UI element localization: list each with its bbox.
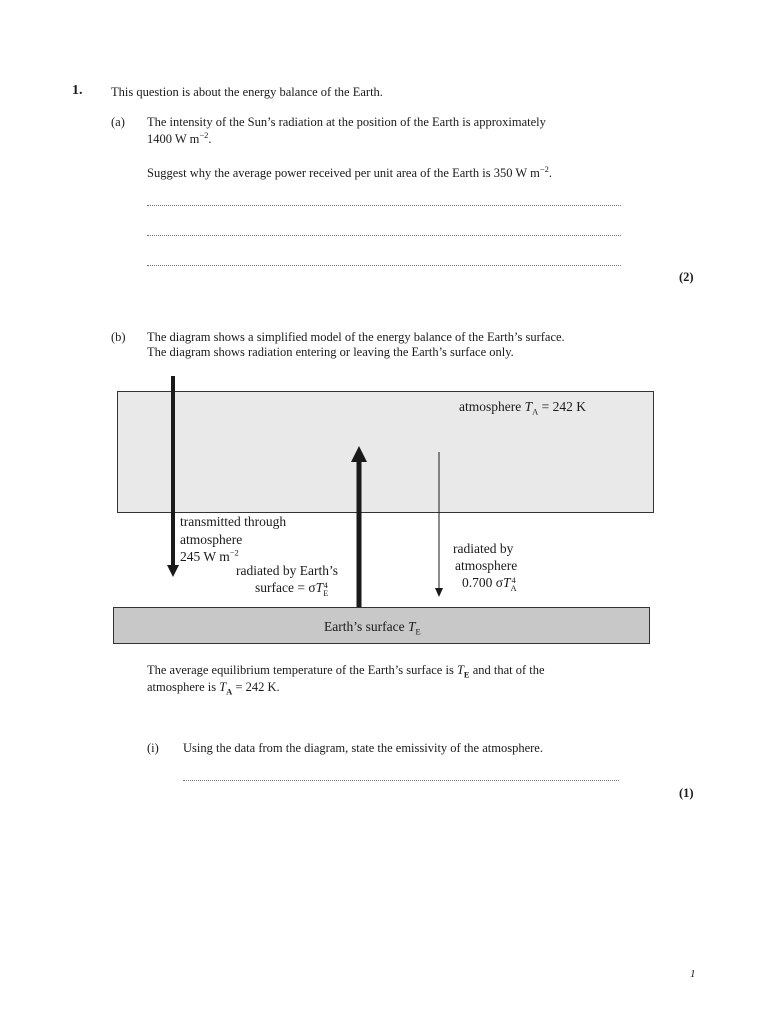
transmitted-arrowhead <box>167 565 179 577</box>
part-b-label: (b) <box>111 330 126 344</box>
transmitted-label-2: atmosphere <box>180 532 243 547</box>
part-a-line1: The intensity of the Sun’s radiation at the position of the Earth is approximately <box>147 115 546 129</box>
radiated-atm-label-1: radiated by <box>453 541 514 556</box>
atmosphere-label: atmosphere $T_A = 242$ K <box>459 399 587 417</box>
part-b-i-marks: (1) <box>679 786 694 800</box>
answer-line-a-3[interactable] <box>147 265 621 266</box>
energy-balance-diagram <box>117 376 657 646</box>
answer-line-b-i[interactable] <box>183 780 619 781</box>
part-a-label: (a) <box>111 115 125 129</box>
part-b-line1: The diagram shows a simplified model of the energy balance of the Earth’s surface. <box>147 330 565 344</box>
transmitted-label-3: 245 W $m^{-2}$ <box>180 547 239 564</box>
question-intro: This question is about the energy balance of the Earth. <box>111 85 383 99</box>
answer-line-a-2[interactable] <box>147 235 621 236</box>
radiated-earth-label-2: surface = σT 4 E <box>255 579 329 598</box>
question-number: 1. <box>72 83 83 98</box>
part-a-marks: (2) <box>679 270 694 284</box>
page-number: 1 <box>690 968 696 980</box>
part-b-line2: The diagram shows radiation entering or leaving the Earth’s surface only. <box>147 345 514 359</box>
part-b-i-text: Using the data from the diagram, state the emissivity of the atmosphere. <box>183 741 543 755</box>
radiated-atm-label-2: atmosphere <box>455 558 518 573</box>
part-a-suggest: Suggest why the average power received per unit area of the Earth is 350 W $m^{-2}$. <box>147 163 552 180</box>
part-a-line2: 1400 W $m^{-2}$. <box>147 129 212 146</box>
part-b-after-line2: atmosphere is $T_A = 242$ K. <box>147 680 280 697</box>
part-b-after-line1: The average equilibrium temperature of the Earth’s surface is $T_E$ and that of the <box>147 663 545 680</box>
part-b-i-label: (i) <box>147 741 159 755</box>
transmitted-label-1: transmitted through <box>180 514 287 529</box>
atmosphere-radiation-arrowhead <box>435 588 443 597</box>
arrows-layer <box>117 376 657 646</box>
radiated-atm-label-3: 0.700 σT 4 A <box>462 574 517 593</box>
earth-radiation-arrowhead <box>351 446 367 462</box>
radiated-earth-label-1: radiated by Earth’s <box>236 563 338 578</box>
earth-surface-label: Earth’s surface $T_E$ <box>324 619 421 637</box>
answer-line-a-1[interactable] <box>147 205 621 206</box>
